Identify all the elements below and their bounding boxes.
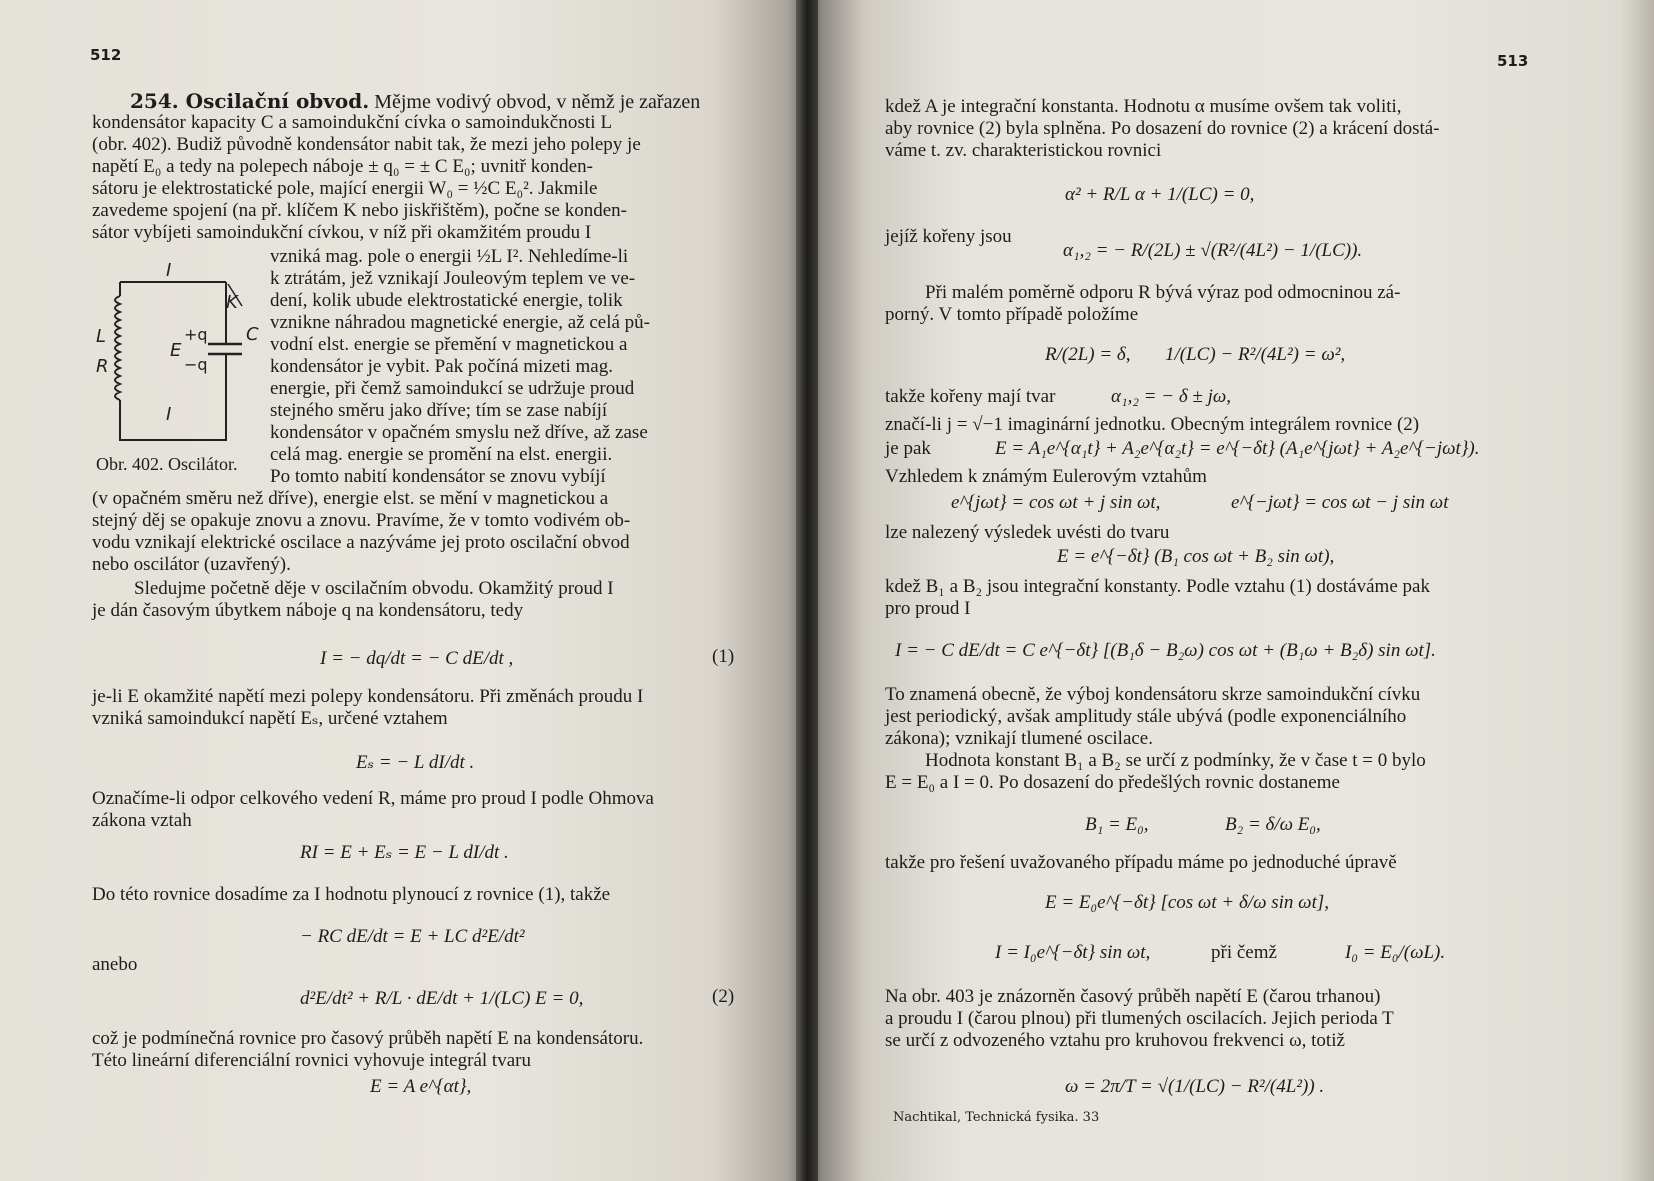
capacitor-label: C — [246, 324, 259, 345]
section-heading: 254. Oscilační obvod. — [130, 89, 370, 113]
equation-number: (1) — [712, 646, 735, 667]
text-line: takže kořeny mají tvar — [885, 386, 1056, 407]
text-line: Sledujme početně děje v oscilačním obvodu. Okamžitý proud I — [134, 578, 614, 599]
equation-ohm: RI = E + Eₛ = E − L dI/dt . — [300, 842, 509, 863]
text-line: Označíme-li odpor celkového vedení R, máme pro proud I podle Ohmova — [92, 788, 654, 809]
equation-delta: R/(2L) = δ, — [1045, 344, 1131, 365]
text-line: se určí z odvozeného vztahu pro kruhovou frekvenci ω, totiž — [885, 1030, 1345, 1051]
equation-general: E = A₁e^{α₁t} + A₂e^{α₂t} = e^{−δt} (A₁e^{jωt} + A₂e^{−jωt}). — [995, 438, 1480, 459]
book-spine — [796, 0, 818, 1181]
equation-substitution: − RC dE/dt = E + LC d²E/dt² — [300, 926, 525, 947]
text-line: dení, kolik ubude elektrostatické energie, tolik — [270, 290, 623, 311]
equation-period: ω = 2π/T = √(1/(LC) − R²/(4L²)) . — [1065, 1076, 1325, 1097]
page-number: 513 — [1497, 52, 1529, 70]
equation-euler-2: e^{−jωt} = cos ωt − j sin ωt — [1231, 492, 1449, 513]
text-line: kdež A je integrační konstanta. Hodnotu α musíme ovšem tak voliti, — [885, 96, 1402, 117]
equation-current: I = − C dE/dt = C e^{−δt} [(B₁δ − B₂ω) cos ωt + (B₁ω + B₂δ) sin ωt]. — [895, 640, 1436, 661]
page-footer: Nachtikal, Technická fysika. 33 — [893, 1110, 1100, 1125]
equation-roots: α₁,₂ = − R/(2L) ± √(R²/(4L²) − 1/(LC)). — [1063, 240, 1363, 261]
text-line: stejného směru jako dříve; tím se zase nabíjí — [270, 400, 608, 421]
text-line: což je podmínečná rovnice pro časový průběh napětí E na kondensátoru. — [92, 1028, 644, 1049]
text-line: napětí E₀ a tedy na polepech náboje ± q₀ = ± C E₀; uvnitř konden- — [92, 156, 593, 177]
text-line: je dán časovým úbytkem náboje q na kondensátoru, tedy — [92, 600, 524, 621]
plus-charge-label: +q — [184, 325, 208, 344]
text-line: Této lineární diferenciální rovnici vyhovuje integrál tvaru — [92, 1050, 531, 1071]
text-line: vodní elst. energie se přemění v magnetickou a — [270, 334, 628, 355]
text-line: porný. V tomto případě položíme — [885, 304, 1139, 325]
current-label-top: I — [166, 260, 172, 281]
text-line: sátoru je elektrostatické pole, mající energii W₀ = ½C E₀². Jakmile — [92, 178, 598, 199]
text-line: je-li E okamžité napětí mezi polepy kondensátoru. Při změnách proudu I — [92, 686, 644, 707]
text-line: váme t. zv. charakteristickou rovnici — [885, 140, 1162, 161]
text-line: vznikne náhradou magnetické energie, až celá pů- — [270, 312, 650, 333]
resistance-label: R — [96, 356, 109, 377]
equation-self-induction: Eₛ = − L dI/dt . — [356, 752, 475, 773]
text-line: (obr. 402). Budiž původně kondensátor nabit tak, že mezi jeho polepy je — [92, 134, 641, 155]
equation-number: (2) — [712, 986, 735, 1007]
text-line: vzniká samoindukcí napětí Eₛ, určené vztahem — [92, 708, 448, 729]
text-line: stejný děj se opakuje znovu a znovu. Pravíme, že v tomto vodivém ob- — [92, 510, 631, 531]
text-line: jest periodický, avšak amplitudy stále ubývá (podle exponenciálního — [885, 706, 1407, 727]
oscillator-circuit-figure — [96, 258, 266, 448]
text-line: zákona vztah — [92, 810, 192, 831]
page-number: 512 — [90, 46, 122, 64]
equation-b1: B₁ = E₀, — [1085, 814, 1149, 835]
text-line: zákona); vznikají tlumené oscilace. — [885, 728, 1153, 749]
text-line: kondensátor kapacity C a samoindukční cívka o samoindukčnosti L — [92, 112, 613, 133]
text-line: kondensátor v opačném smyslu než dříve, až zase — [270, 422, 648, 443]
figure-caption: Obr. 402. Oscilátor. — [96, 454, 238, 474]
equation-characteristic: α² + R/L α + 1/(LC) = 0, — [1065, 184, 1255, 205]
text-line: energie, při čemž samoindukcí se udržuje proud — [270, 378, 635, 399]
text-line: lze nalezený výsledek uvésti do tvaru — [885, 522, 1170, 543]
text-line — [130, 90, 700, 113]
equation-2: d²E/dt² + R/L · dE/dt + 1/(LC) E = 0, — [300, 988, 584, 1009]
text-line: anebo — [92, 954, 138, 975]
text-line: Do této rovnice dosadíme za I hodnotu plynoucí z rovnice (1), takže — [92, 884, 611, 905]
text-line: Po tomto nabití kondensátor se znovu vybíjí — [270, 466, 606, 487]
current-label-bottom: I — [166, 404, 172, 425]
text-line: jejíž kořeny jsou — [885, 226, 1012, 247]
equation-i0: I₀ = E₀/(ωL). — [1345, 942, 1446, 963]
text-line: a proudu I (čarou plnou) při tlumených oscilacích. Jejich perioda T — [885, 1008, 1394, 1029]
text-line: (v opačném směru než dříve), energie elst. se mění v magnetickou a — [92, 488, 609, 509]
inductance-label: L — [96, 326, 107, 347]
equation-result: E = e^{−δt} (B₁ cos ωt + B₂ sin ωt), — [1057, 546, 1335, 567]
text-line: zavedeme spojení (na př. klíčem K nebo jiskřištěm), počne se konden- — [92, 200, 627, 221]
text-line: kdež B₁ a B₂ jsou integrační konstanty. Podle vztahu (1) dostáváme pak — [885, 576, 1430, 597]
equation-roots-complex: α₁,₂ = − δ ± jω, — [1111, 386, 1232, 407]
text-line: při čemž — [1211, 942, 1277, 963]
text-line: sátor vybíjeti samoindukční cívkou, v níž při okamžitém proudu I — [92, 222, 592, 243]
text-line: Hodnota konstant B₁ a B₂ se určí z podmínky, že v čase t = 0 bylo — [925, 750, 1426, 771]
equation-solution-voltage: E = E₀e^{−δt} [cos ωt + δ/ω sin ωt], — [1045, 892, 1329, 913]
text-line: takže pro řešení uvažovaného případu máme po jednoduché úpravě — [885, 852, 1397, 873]
text-line: nebo oscilátor (uzavřený). — [92, 554, 291, 575]
equation-euler-1: e^{jωt} = cos ωt + j sin ωt, — [951, 492, 1161, 513]
text-line: Vzhledem k známým Eulerovým vztahům — [885, 466, 1207, 487]
voltage-label: E — [170, 340, 182, 361]
text-fragment: Mějme vodivý obvod, v němž je zařazen — [374, 91, 701, 113]
text-line: aby rovnice (2) byla splněna. Po dosazení do rovnice (2) a krácení dostá- — [885, 118, 1440, 139]
text-line: celá mag. energie se promění na elst. energii. — [270, 444, 613, 465]
text-line: E = E₀ a I = 0. Po dosazení do předešlých rovnic dostaneme — [885, 772, 1340, 793]
left-page — [0, 0, 812, 1181]
text-line: kondensátor je vybit. Pak počíná mizeti mag. — [270, 356, 613, 377]
text-line: To znamená obecně, že výboj kondensátoru skrze samoindukční cívku — [885, 684, 1421, 705]
minus-charge-label: −q — [184, 355, 208, 374]
text-line: pro proud I — [885, 598, 971, 619]
text-line: Při malém poměrně odporu R bývá výraz pod odmocninou zá- — [925, 282, 1401, 303]
text-line: vodu vznikají elektrické oscilace a nazýváme jej proto oscilační obvod — [92, 532, 630, 553]
equation-b2: B₂ = δ/ω E₀, — [1225, 814, 1321, 835]
text-line: Na obr. 403 je znázorněn časový průběh napětí E (čarou trhanou) — [885, 986, 1381, 1007]
text-line: značí-li j = √−1 imaginární jednotku. Obecným integrálem rovnice (2) — [885, 414, 1420, 435]
text-line: k ztrátám, jež vznikají Jouleovým teplem ve ve- — [270, 268, 636, 289]
equation-solution-current: I = I₀e^{−δt} sin ωt, — [995, 942, 1151, 963]
right-page — [805, 0, 1654, 1181]
key-label: K — [226, 292, 238, 313]
text-line: je pak — [885, 438, 931, 459]
text-line: vzniká mag. pole o energii ½L I². Nehledíme-li — [270, 246, 629, 267]
equation-exponential: E = A e^{αt}, — [370, 1076, 472, 1097]
equation-1: I = − dq/dt = − C dE/dt , — [320, 648, 514, 669]
equation-omega: 1/(LC) − R²/(4L²) = ω², — [1165, 344, 1346, 365]
